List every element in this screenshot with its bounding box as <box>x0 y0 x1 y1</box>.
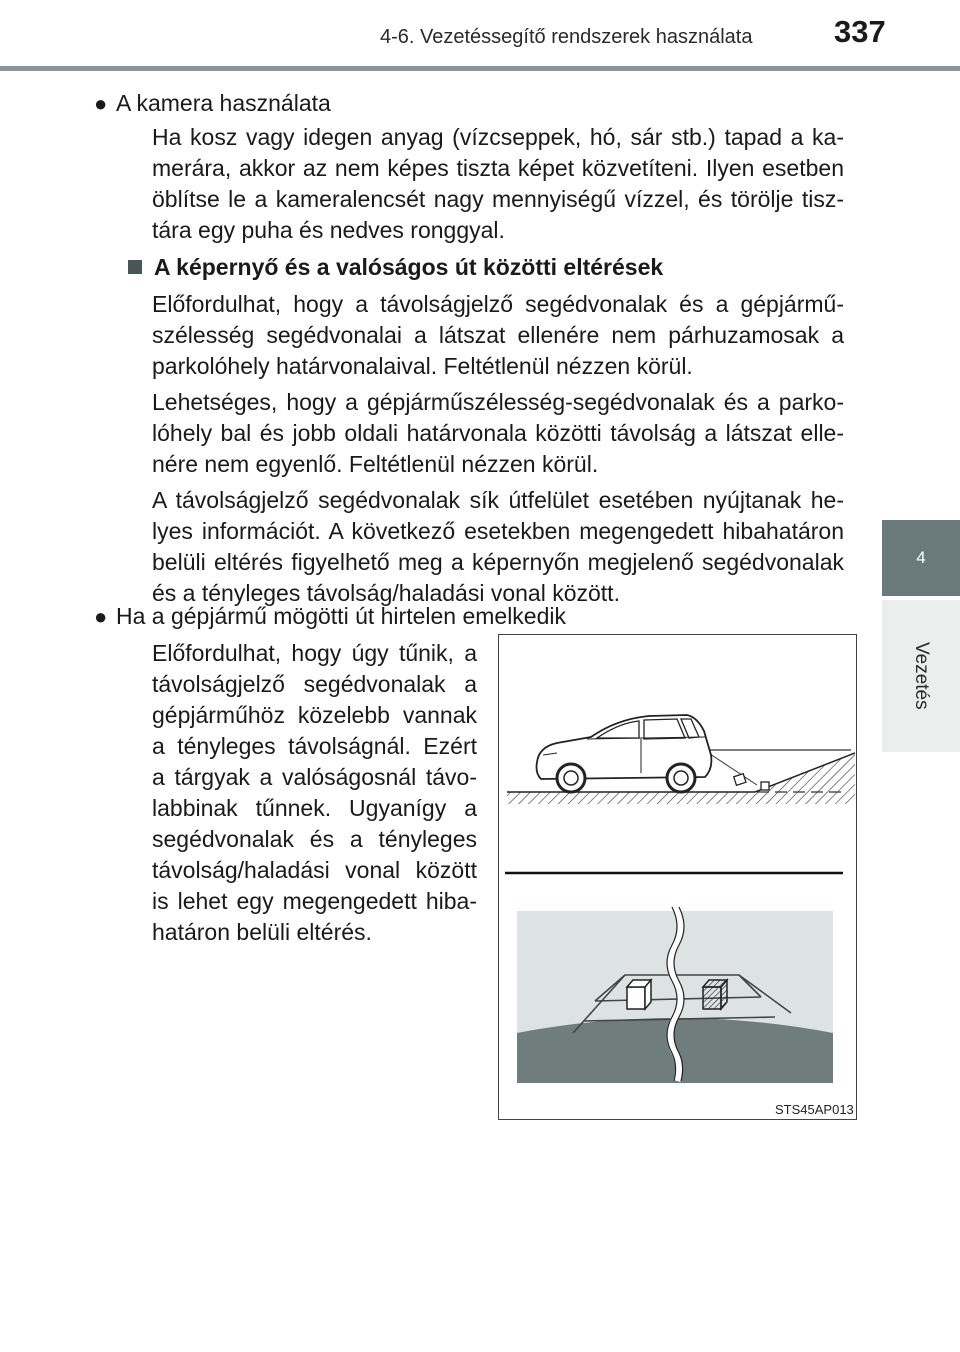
header-divider <box>0 66 960 71</box>
car-side-icon <box>537 715 712 792</box>
flat-ground <box>507 792 755 804</box>
rising-road-heading-text: Ha a gépjármű mögötti út hirtelen emelkedik <box>116 603 567 629</box>
body-line: belüli eltérés figyelhető meg a képernyőn megjelenő segédvonalak <box>152 549 844 575</box>
body-line: segédvonalak és a tényleges <box>152 826 477 852</box>
screen-obstacle-hatched <box>703 980 727 1009</box>
body-line: Ha kosz vagy idegen anyag (vízcseppek, hó, sár stb.) tapad a ka- <box>152 124 844 150</box>
side-view-scene <box>507 715 855 804</box>
body-line: a tárgyak a valóságosnál távo- <box>152 764 477 790</box>
body-line: merára, akkor az nem képes tiszta képet közvetíteni. Ilyen esetben <box>152 155 844 181</box>
rising-road-illustration <box>499 635 855 1118</box>
rising-road-heading <box>94 605 566 628</box>
camera-sight-line <box>707 752 757 785</box>
illustration-frame <box>498 634 857 1120</box>
section-header-title: 4-6. Vezetéssegítő rendszerek használata <box>380 26 753 48</box>
body-line: szélesség segédvonalai a látszat ellenére nem párhuzamosak a <box>152 322 844 348</box>
chapter-number: 4 <box>916 548 926 567</box>
camera-screen-view <box>517 907 833 1083</box>
body-line: A távolságjelző segédvonalak sík útfelület esetében nyújtanak he- <box>152 487 844 513</box>
screen-obstacle-white <box>627 980 651 1009</box>
body-line: labbinak tűnnek. Ugyanígy a <box>152 795 477 821</box>
body-line: Előfordulhat, hogy úgy tűnik, a <box>152 640 477 666</box>
differences-heading <box>128 256 663 279</box>
rising-ground <box>755 753 855 804</box>
body-line: a tényleges távolságnál. Ezért <box>152 733 477 759</box>
body-line: távolság/haladási vonal között <box>152 857 477 883</box>
chapter-tab[interactable] <box>882 520 960 596</box>
obstacle-box <box>761 782 769 790</box>
square-bullet-icon <box>128 260 142 274</box>
body-line: öblítse le a kameralencsét nagy mennyiségű vízzel, és törölje tisz- <box>152 186 844 212</box>
body-line: és a tényleges távolság/haladási vonal között. <box>152 580 620 606</box>
differences-heading-text: A képernyő és a valóságos út közötti eltérések <box>154 254 664 280</box>
body-line: tára egy puha és nedves ronggyal. <box>152 217 505 243</box>
body-line: lyes információt. A következő esetekben megengedett hibahatáron <box>152 518 844 544</box>
body-line: Előfordulhat, hogy a távolságjelző segédvonalak és a gépjármű- <box>152 291 844 317</box>
bullet-icon: ● <box>94 604 108 629</box>
camera-heading-text: A kamera használata <box>116 90 331 116</box>
chapter-label: Vezetés <box>911 642 932 710</box>
body-line: határon belüli eltérés. <box>152 919 372 945</box>
body-line: gépjárműhöz közelebb vannak <box>152 702 477 728</box>
obstacle-box <box>734 774 746 786</box>
body-line: is lehet egy megengedett hiba- <box>152 888 477 914</box>
body-line: nére nem egyenlő. Feltétlenül nézzen körül. <box>152 451 599 477</box>
page-number: 337 <box>834 14 886 49</box>
body-line: Lehetséges, hogy a gépjárműszélesség-segédvonalak és a parko- <box>152 389 844 415</box>
camera-section-heading <box>94 92 331 115</box>
body-line: parkolóhely határvonalaival. Feltétlenül nézzen körül. <box>152 353 693 379</box>
body-line: lóhely bal és jobb oldali határvonala közötti távolság a látszat elle- <box>152 420 844 446</box>
figure-code: STS45AP013 <box>775 1102 854 1117</box>
bullet-icon: ● <box>94 91 108 116</box>
body-line: távolságjelző segédvonalak a <box>152 671 477 697</box>
